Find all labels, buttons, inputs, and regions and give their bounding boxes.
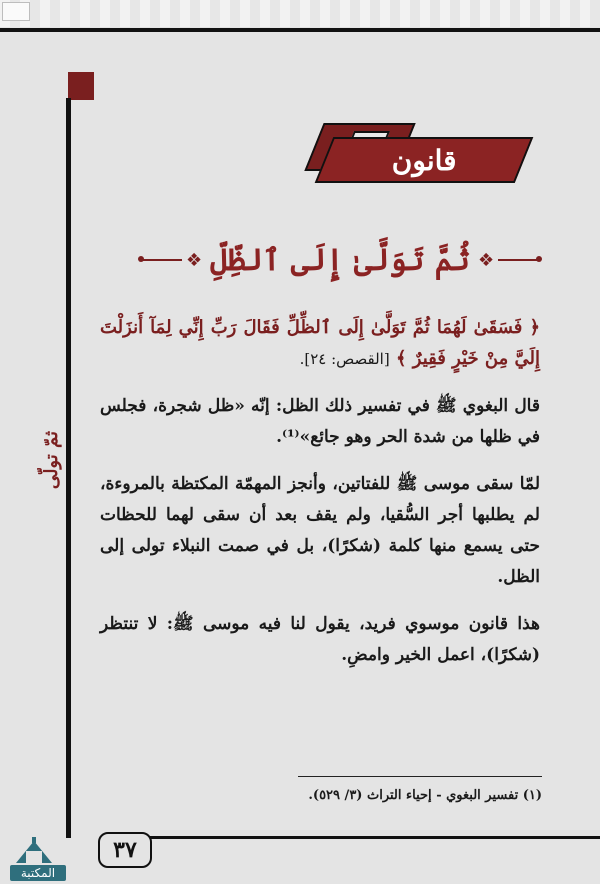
law-label: قانون xyxy=(391,143,457,177)
paragraph: لمّا سقى موسى ﷺ للفتاتين، وأنجز المهمّة المكتظة بالمروءة، لم يطلبها أجر السُّقيا، ولم يقف بعد أن سقى لهما للحظات حتى يسمع منها كلمة (شكرًا)، بل في صمت النبلاء تولى إلى الظل. xyxy=(100,474,540,587)
library-logo xyxy=(6,835,64,881)
chapter-title: ثُمَّ تَوَلَّىٰ إِلَى ٱلظِّلِّ xyxy=(210,242,470,278)
footnote: (١) تفسير البغوي - إحياء التراث (٣/ ٥٢٩). xyxy=(308,788,542,803)
library-logo-icon xyxy=(6,835,64,865)
top-rule xyxy=(0,28,600,32)
verse-text: ﴿ فَسَقَىٰ لَهُمَا ثُمَّ تَوَلَّىٰ إِلَى ٱلظِّلِّ فَقَالَ رَبِّ إِنِّي لِمَآ أَنزَلْتَ إِلَيَّ مِنْ خَيْرٍ فَقِيرٌ ﴾ xyxy=(100,317,540,369)
footnote-rule xyxy=(298,776,542,777)
title-line-left xyxy=(140,259,182,261)
corner-box xyxy=(2,2,30,21)
main-content xyxy=(100,312,540,687)
side-ornament-text: ثمّ تولّى xyxy=(40,430,62,490)
chapter-title-row xyxy=(140,236,540,284)
side-calligraphy-ornament xyxy=(32,355,70,565)
page-number: ٣٧ xyxy=(98,832,152,868)
bottom-rule xyxy=(150,836,600,839)
top-decorative-border xyxy=(0,0,600,27)
title-ornament-right-icon: ❖ xyxy=(477,249,495,271)
quran-verse xyxy=(100,312,540,375)
law-banner xyxy=(300,123,530,183)
verse-reference: [القصص: ٢٤]. xyxy=(299,350,390,368)
side-square-ornament xyxy=(68,72,94,100)
law-label-plate xyxy=(315,137,534,183)
library-logo-text: المكتبة xyxy=(10,865,66,881)
paragraph: هذا قانون موسوي فريد، يقول لنا فيه موسى ﷺ: لا تنتظر (شكرًا)، اعمل الخير وامضِ. xyxy=(100,614,540,665)
title-ornament-left-icon: ❖ xyxy=(185,249,203,271)
title-line-right xyxy=(498,259,540,261)
paragraph: قال البغوي ﷺ في تفسير ذلك الظل: إنّه «ظل شجرة، فجلس في ظلها من شدة الحر وهو جائع»⁽¹⁾. xyxy=(100,396,540,447)
